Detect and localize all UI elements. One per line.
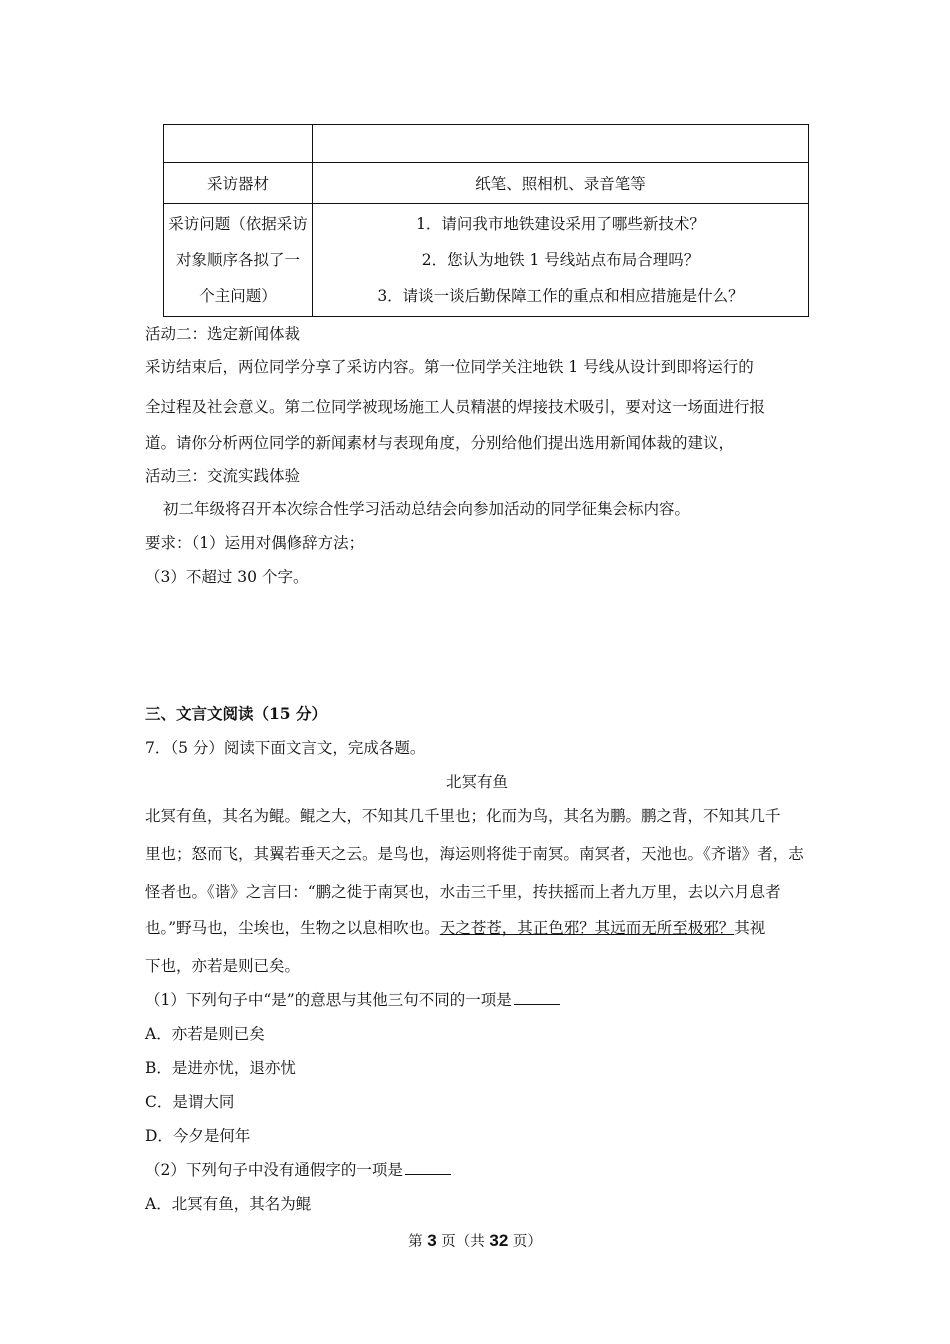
table-row-questions <box>164 204 809 317</box>
passage-text: 其视 <box>734 919 766 937</box>
table-row-empty <box>164 125 809 163</box>
option-a: A．亦若是则已矣 <box>145 1025 265 1043</box>
passage-line-4 <box>145 918 809 938</box>
activity2-para-line: 全过程及社会意义。第二位同学被现场施工人员精湛的焊接技术吸引，要对这一场面进行报 <box>145 398 766 416</box>
section3-heading: 三、文言文阅读（15 分） <box>145 704 327 723</box>
passage-text: 也。”野马也，尘埃也，生物之以息相吹也。 <box>145 919 440 937</box>
footer-text: 页） <box>508 1234 542 1250</box>
option-c: C．是谓大同 <box>145 1093 235 1111</box>
activity3-title: 活动三：交流实践体验 <box>145 467 301 485</box>
requirement-3: （3）不超过 30 个字。 <box>145 568 309 586</box>
question-item: 2．您认为地铁 1 号线站点布局合理吗？ <box>421 251 700 269</box>
questions-label-cell <box>164 204 313 317</box>
passage-title: 北冥有鱼 <box>445 773 508 791</box>
passage-line-5: 下也，亦若是则已矣。 <box>145 957 301 975</box>
sub-question-2 <box>145 1160 451 1180</box>
equipment-label: 采访器材 <box>164 163 313 204</box>
footer-text: 第 <box>408 1234 428 1250</box>
page-footer <box>0 1230 950 1251</box>
answer-blank[interactable] <box>514 990 560 1005</box>
question-item: 1．请问我市地铁建设采用了哪些新技术？ <box>416 215 705 233</box>
requirement-1: 要求：（1）运用对偶修辞方法； <box>145 534 365 552</box>
questions-label-line: 对象顺序各拟了一 <box>175 251 300 269</box>
activity3-para: 初二年级将召开本次综合性学习活动总结会向参加活动的同学征集会标内容。 <box>163 500 691 518</box>
question-7: 7．（5 分）阅读下面文言文，完成各题。 <box>145 739 426 757</box>
passage-line: 怪者也。《谐》之言曰：“鹏之徙于南冥也，水击三千里，抟扶摇而上者九万里，去以六月息者 <box>145 883 781 901</box>
table-row-equipment <box>164 163 809 204</box>
activity2-para-line: 采访结束后，两位同学分享了采访内容。第一位同学关注地铁 1 号线从设计到即将运行的 <box>145 358 754 376</box>
passage-line: 里也；怒而飞，其翼若垂天之云。是鸟也，海运则将徙于南冥。南冥者，天池也。《齐谐》者，志 <box>145 845 804 863</box>
sub-question-1 <box>145 990 560 1010</box>
question-item: 3．请谈一谈后勤保障工作的重点和相应措施是什么？ <box>377 287 744 305</box>
underlined-sentence: 天之苍苍，其正色邪？其远而无所至极邪？ <box>439 919 735 937</box>
option-d: D．今夕是何年 <box>145 1127 251 1145</box>
questions-label-line: 个主问题） <box>199 287 277 305</box>
activity2-title: 活动二：选定新闻体裁 <box>145 325 301 343</box>
interview-table <box>163 124 809 317</box>
sub-question-1-stem: （1）下列句子中“是”的意思与其他三句不同的一项是 <box>145 991 512 1009</box>
empty-value-cell <box>313 125 809 163</box>
page-total: 32 <box>489 1231 509 1250</box>
activity2-para-line: 道。请你分析两位同学的新闻素材与表现角度，分别给他们提出选用新闻体裁的建议， <box>145 434 735 452</box>
option-a-2: A．北冥有鱼，其名为鲲 <box>145 1195 312 1213</box>
empty-label-cell <box>164 125 313 163</box>
footer-text: 页（共 <box>436 1234 490 1250</box>
questions-list-cell <box>313 204 809 317</box>
answer-blank[interactable] <box>405 1160 451 1175</box>
page-number: 3 <box>427 1231 437 1250</box>
questions-label-line: 采访问题（依据采访 <box>168 215 308 233</box>
passage-line: 北冥有鱼，其名为鲲。鲲之大，不知其几千里也；化而为鸟，其名为鹏。鹏之背，不知其几千 <box>145 807 781 825</box>
equipment-value: 纸笔、照相机、录音笔等 <box>313 163 809 204</box>
sub-question-2-stem: （2）下列句子中没有通假字的一项是 <box>145 1161 403 1179</box>
option-b: B．是进亦忧，退亦忧 <box>145 1059 296 1077</box>
